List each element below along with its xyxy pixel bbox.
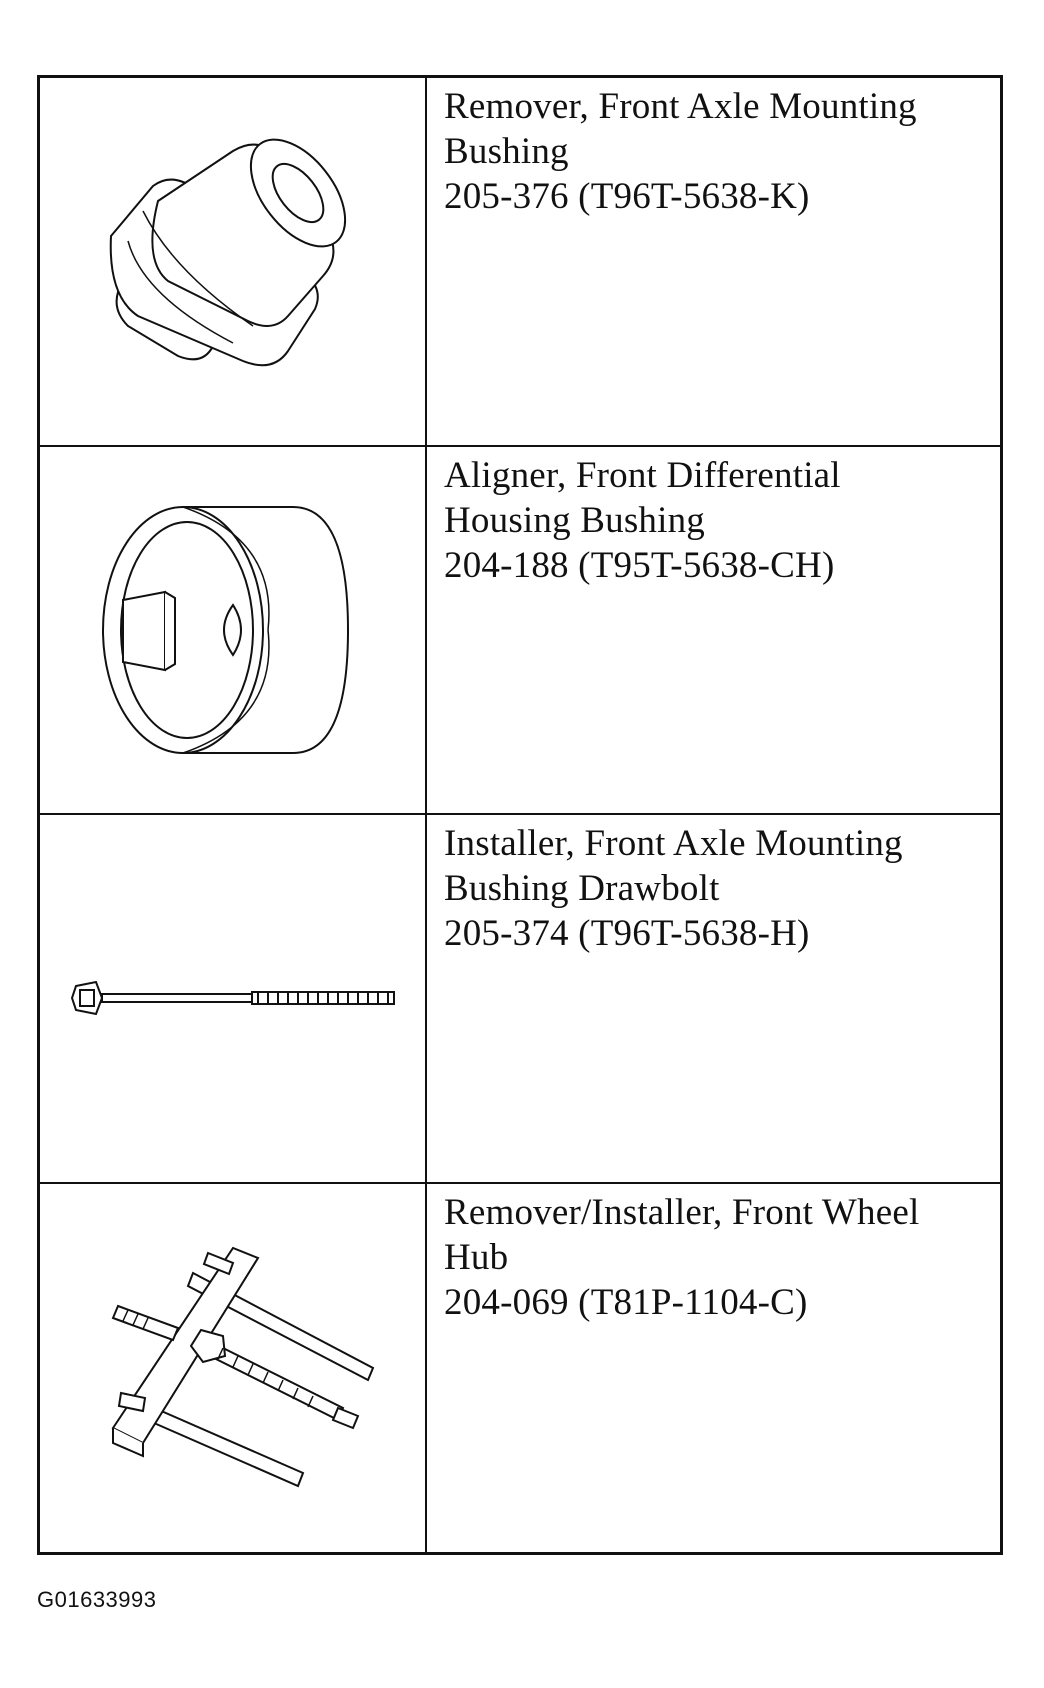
tool-description-cell xyxy=(427,815,1000,1184)
tool-name-line: Hub xyxy=(444,1236,509,1278)
bushing-aligner-icon xyxy=(83,480,383,780)
tool-description-cell xyxy=(427,78,1000,447)
tool-name-line: Remover, Front Axle Mounting xyxy=(444,86,917,127)
tool-name-line: Bushing Drawbolt xyxy=(444,868,720,909)
tool-illustration-cell xyxy=(40,447,427,816)
tool-illustration-cell xyxy=(40,1184,427,1553)
tool-part-number: 205-376 (T96T-5638-K) xyxy=(444,176,810,217)
bushing-remover-icon xyxy=(83,111,383,411)
tool-name-line: Installer, Front Axle Mounting xyxy=(444,823,903,864)
tool-name-line: Housing Bushing xyxy=(444,499,706,541)
hub-puller-icon xyxy=(83,1228,383,1508)
tool-description-cell xyxy=(427,1184,1000,1553)
tool-part-number: 205-374 (T96T-5638-H) xyxy=(444,913,810,954)
tool-part-number: 204-188 (T95T-5638-CH) xyxy=(444,544,835,586)
tool-illustration-cell xyxy=(40,78,427,447)
figure-id: G01633993 xyxy=(37,1587,157,1612)
tool-part-number: 204-069 (T81P-1104-C) xyxy=(444,1281,808,1323)
tool-description-cell xyxy=(427,447,1000,816)
tool-name-line: Remover/Installer, Front Wheel xyxy=(444,1191,920,1233)
tool-name-line: Aligner, Front Differential xyxy=(444,454,841,496)
tool-name-line: Bushing xyxy=(444,131,569,172)
tool-illustration-cell xyxy=(40,815,427,1184)
drawbolt-icon xyxy=(68,968,398,1028)
special-tools-table xyxy=(37,75,1003,1555)
